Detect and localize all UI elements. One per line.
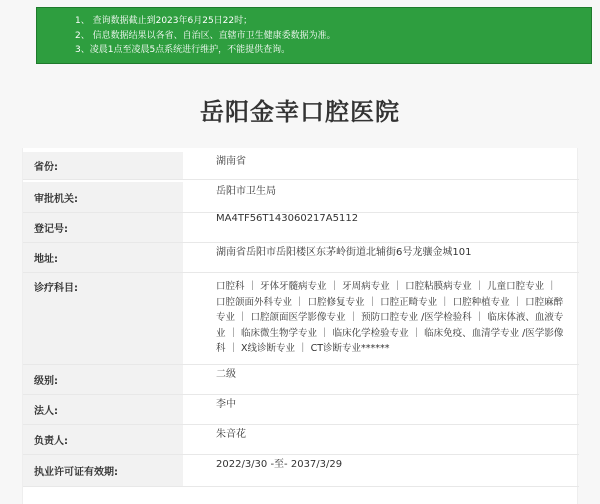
notice-line: 2、 信息数据结果以各省、自治区、直辖市卫生健康委数据为准。	[75, 30, 336, 41]
table-row-legal-person	[23, 395, 579, 425]
field-value: MA4TF56T143060217A5112	[216, 213, 359, 224]
table-row-authority	[23, 182, 579, 213]
field-value: 李中	[216, 399, 236, 410]
field-label: 诊疗科目:	[23, 273, 183, 364]
field-label: 负责人:	[23, 425, 183, 454]
field-label: 审批机关:	[23, 182, 183, 212]
field-label: 地址:	[23, 243, 183, 272]
table-row-registration	[23, 213, 579, 243]
table-row-departments	[23, 273, 579, 365]
field-value: 湖南省岳阳市岳阳楼区东茅岭街道北辅街6号龙骧金城101	[216, 247, 472, 258]
notice-banner	[36, 7, 592, 64]
info-table	[22, 148, 578, 504]
notice-line: 1、 查询数据截止到2023年6月25日22时；	[75, 16, 253, 26]
field-label: 执业许可证有效期:	[23, 455, 183, 486]
field-label: 级别:	[23, 365, 183, 394]
field-value: 朱音花	[216, 429, 246, 440]
table-row-province	[23, 152, 579, 180]
page-title: 岳阳金幸口腔医院	[200, 98, 400, 126]
field-label: 省份:	[23, 152, 183, 179]
notice-line: 3、凌晨1点至凌晨5点系统进行维护，不能提供查询。	[75, 45, 291, 55]
field-value: 湖南省	[216, 156, 246, 167]
field-value: 2022/3/30 -至- 2037/3/29	[216, 459, 343, 470]
field-label: 登记号:	[23, 213, 183, 242]
field-value: 二级	[216, 369, 236, 380]
table-row-address	[23, 243, 579, 273]
field-label: 法人:	[23, 395, 183, 424]
field-value: 岳阳市卫生局	[216, 186, 276, 197]
field-value: 口腔科 ｜ 牙体牙髓病专业 ｜ 牙周病专业 ｜ 口腔粘膜病专业 ｜ 儿童口腔专业 ｜ 口腔颌面外科专业 ｜ 口腔修复专业 ｜ 口腔正畸专业 ｜ 口腔种植专业 ｜ 口腔麻醉专业 ｜ 口腔颌面医学影像专业 ｜ 预防口腔专业 /医学检验科 ｜ 临床体液、血液专业 ｜ 临床微生物学专业 ｜ 临床化学检验专业 ｜ 临床免疫、血清学专业 /医学影像科 ｜ X线诊断专业 ｜ CT诊断专业******	[216, 281, 564, 354]
table-row-level	[23, 365, 579, 395]
table-row-license-validity	[23, 455, 579, 487]
table-row-manager	[23, 425, 579, 455]
